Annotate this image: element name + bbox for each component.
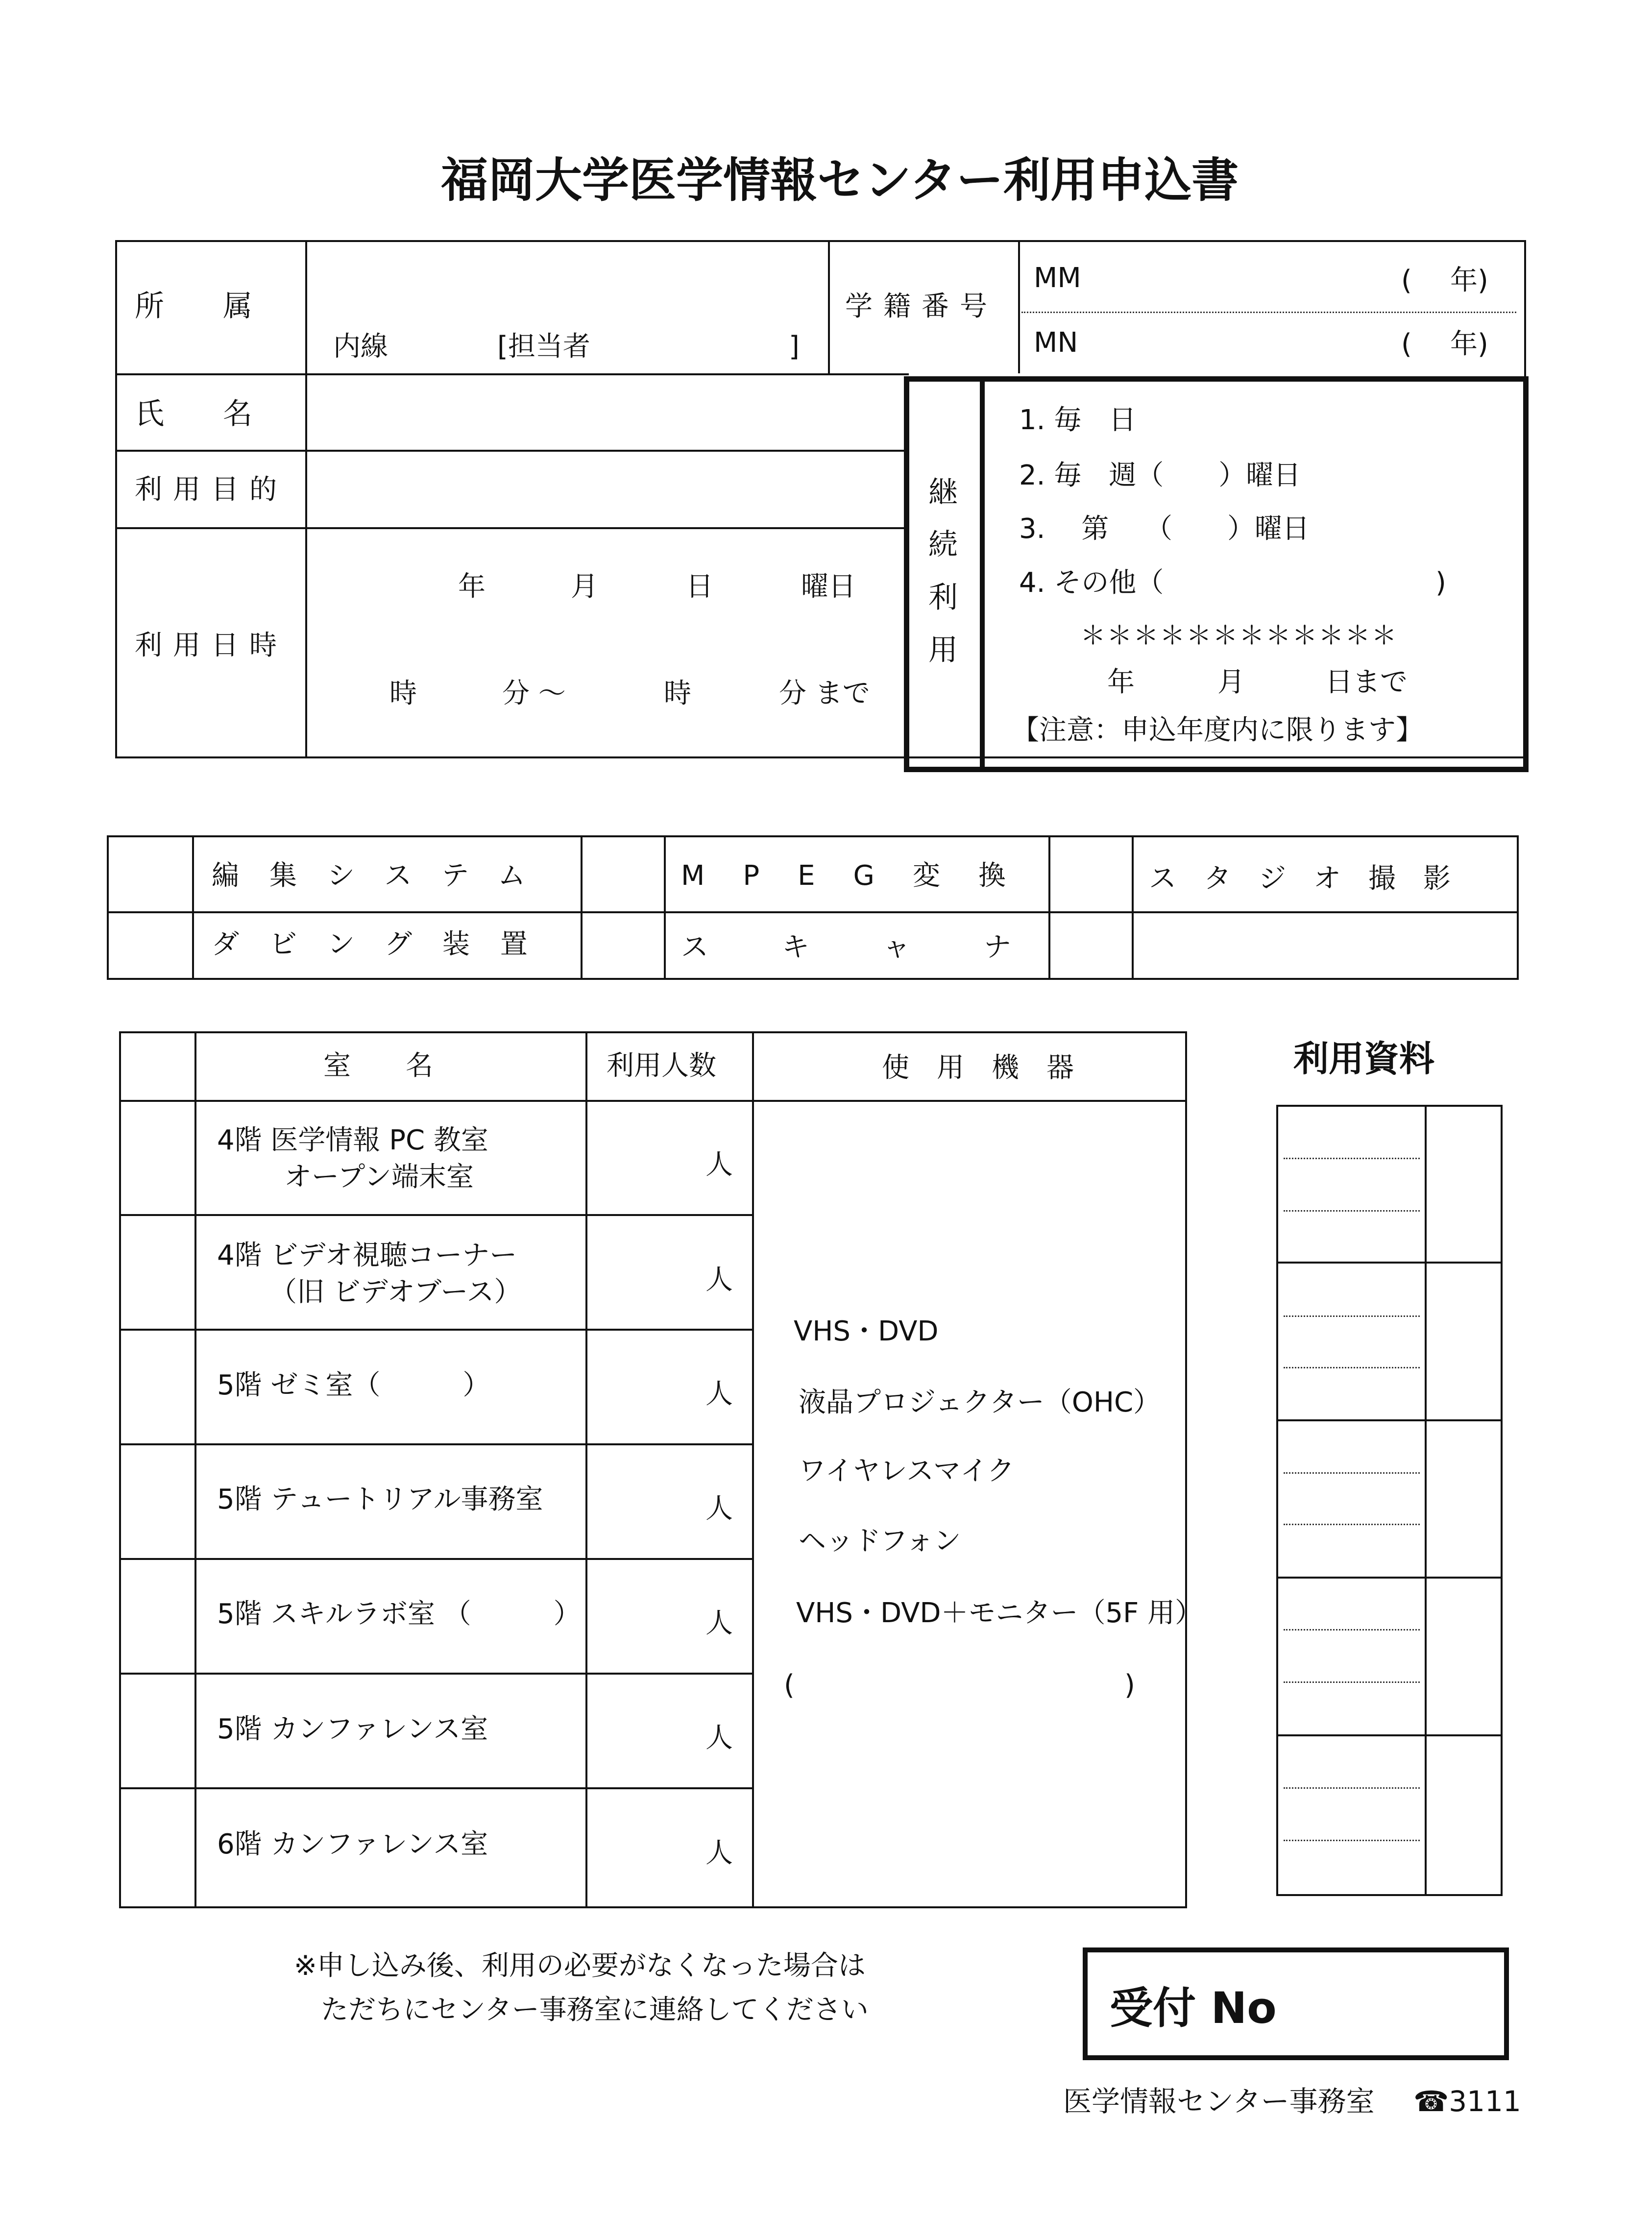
room-checkbox-conference-6f[interactable] [122, 1791, 191, 1904]
people-count-row-1[interactable] [593, 1142, 703, 1182]
room-row-5-name: 5階 スキルラボ室 （ ） [217, 1598, 581, 1630]
device-wireless-mic[interactable]: ワイヤレスマイク [799, 1455, 1015, 1487]
option-weekly[interactable]: 2. 毎 週（ ）曜日 [1019, 460, 1301, 491]
device-other-close: ) [1124, 1669, 1135, 1701]
room-row-3-name: 5階 ゼミ室（ ） [217, 1369, 490, 1401]
continuous-use-label-4: 用 [928, 633, 958, 667]
divider [1276, 1577, 1503, 1579]
divider [305, 240, 307, 758]
office-phone: ☎3111 [1413, 2085, 1521, 2118]
mn-label: MN [1034, 327, 1078, 359]
people-unit-row-4: 人 [705, 1493, 733, 1525]
room-row-1-name: 4階 医学情報 PC 教室 [217, 1124, 488, 1156]
divider [119, 1673, 753, 1675]
materials-dotted-line [1284, 1472, 1420, 1474]
continuous-use-label-1: 継 [928, 475, 958, 510]
materials-dotted-line [1284, 1681, 1420, 1683]
people-count-row-4[interactable] [593, 1485, 703, 1526]
mm-year-close: 年) [1450, 265, 1488, 296]
mn-year-open: ( [1401, 328, 1412, 360]
device-projector[interactable]: 液晶プロジェクター（OHC） [799, 1387, 1161, 1418]
rooms-header-room-name: 室 名 [323, 1050, 433, 1082]
receipt-number-label: 受付 No [1110, 1983, 1277, 2033]
purpose-field[interactable] [318, 459, 894, 518]
materials-title: 利用資料 [1293, 1038, 1435, 1079]
divider [752, 1031, 754, 1908]
divider [1425, 1105, 1427, 1896]
people-count-row-2[interactable] [593, 1256, 703, 1296]
receipt-number-field[interactable] [1274, 1974, 1491, 2034]
mm-year-open: ( [1401, 265, 1412, 296]
room-checkbox-skills-lab[interactable] [122, 1562, 191, 1670]
people-count-row-5[interactable] [593, 1600, 703, 1640]
people-count-row-7[interactable] [593, 1829, 703, 1870]
equipment-dubbing-device: ダビング装置 [212, 928, 558, 960]
date-unit-month: 月 [571, 571, 598, 603]
divider [119, 1558, 753, 1560]
people-unit-row-6: 人 [705, 1722, 733, 1754]
divider [1132, 835, 1134, 980]
equipment-scanner: スキャナ [681, 931, 1085, 963]
date-unit-day: 日 [686, 571, 713, 603]
divider [194, 1031, 196, 1908]
materials-dotted-line [1284, 1629, 1420, 1631]
rooms-header-people: 利用人数 [607, 1050, 716, 1082]
people-unit-row-2: 人 [705, 1264, 733, 1296]
room-row-7-name: 6階 カンファレンス室 [217, 1828, 488, 1860]
option-other-close: ) [1435, 567, 1446, 599]
materials-dotted-line [1284, 1210, 1420, 1212]
room-checkbox-video-corner[interactable] [122, 1218, 191, 1326]
room-row-6-name: 5階 カンファレンス室 [217, 1713, 488, 1745]
continuous-separator-stars: ＊＊＊＊＊＊＊＊＊＊＊＊ [1080, 621, 1398, 651]
people-count-row-3[interactable] [593, 1371, 703, 1411]
equipment-checkbox-editing[interactable] [110, 839, 189, 907]
mm-number-field[interactable] [1093, 259, 1388, 294]
extension-field[interactable] [407, 329, 492, 362]
divider [119, 1787, 753, 1789]
student-number-label: 学籍番号 [845, 291, 998, 322]
equipment-checkbox-mpeg[interactable] [584, 839, 660, 907]
divider [581, 835, 583, 980]
room-row-2-subname: （旧 ビデオブース） [269, 1276, 522, 1308]
materials-dotted-line [1284, 1787, 1420, 1789]
rooms-header-equipment: 使 用 機 器 [882, 1052, 1074, 1084]
divider [1018, 240, 1020, 373]
equipment-editing-system: 編集システム [212, 860, 556, 892]
divider [1276, 1419, 1503, 1421]
people-unit-row-7: 人 [705, 1837, 733, 1869]
room-row-1-subname: オープン端末室 [284, 1161, 474, 1193]
until-day: 日まで [1325, 666, 1408, 698]
divider [1021, 312, 1516, 313]
name-label: 氏 名 [135, 397, 252, 431]
device-other-field[interactable] [808, 1666, 1114, 1706]
option-other[interactable]: 4. その他（ [1019, 567, 1164, 599]
mn-number-field[interactable] [1093, 323, 1388, 359]
equipment-checkbox-dubbing[interactable] [110, 915, 189, 976]
until-year: 年 [1107, 666, 1135, 698]
date-unit-year: 年 [458, 571, 486, 603]
continuous-use-label-2: 続 [928, 528, 958, 562]
room-checkbox-tutorial[interactable] [122, 1447, 191, 1555]
divider [115, 527, 909, 529]
device-other-open: ( [784, 1669, 795, 1701]
page-title: 福岡大学医学情報センター利用申込書 [441, 153, 1239, 208]
people-unit-row-3: 人 [705, 1378, 733, 1410]
cancellation-notice-line1: ※申し込み後、利用の必要がなくなった場合は [294, 1950, 866, 1982]
materials-dotted-line [1284, 1367, 1420, 1368]
divider [107, 911, 1519, 913]
divider [192, 835, 194, 980]
time-unit-minute-end: 分 まで [779, 678, 870, 709]
continuous-use-label-3: 利 [928, 581, 958, 615]
people-unit-row-1: 人 [705, 1149, 733, 1181]
room-checkbox-pc-classroom[interactable] [122, 1103, 191, 1211]
purpose-label: 利用目的 [135, 474, 288, 506]
continuous-use-frame [904, 376, 1529, 772]
equipment-studio-shooting: スタジオ撮影 [1149, 863, 1478, 895]
room-row-2-name: 4階 ビデオ視聴コーナー [217, 1240, 517, 1271]
affiliation-field[interactable] [318, 250, 820, 310]
divider [119, 1443, 753, 1445]
divider [119, 1100, 1187, 1102]
person-in-charge-label: [担当者 [497, 331, 590, 363]
divider [119, 1329, 753, 1331]
room-row-4-name: 5階 テュートリアル事務室 [217, 1484, 543, 1515]
date-unit-weekday: 曜日 [801, 571, 856, 603]
divider [664, 835, 666, 980]
person-in-charge-field[interactable] [612, 329, 786, 362]
divider [1276, 1734, 1503, 1736]
continuous-use-divider [980, 376, 985, 772]
until-month: 月 [1217, 666, 1245, 698]
mn-year-close: 年) [1450, 328, 1488, 360]
divider [119, 1214, 753, 1216]
materials-dotted-line [1284, 1840, 1420, 1841]
device-vhs-dvd-monitor[interactable]: VHS・DVD＋モニター（5F 用） [796, 1597, 1203, 1629]
office-name: 医学情報センター事務室 [1063, 2085, 1375, 2118]
materials-dotted-line [1284, 1158, 1420, 1159]
person-in-charge-bracket: ] [789, 331, 800, 363]
divider [585, 1031, 587, 1908]
affiliation-label: 所 属 [135, 289, 252, 323]
divider [115, 450, 909, 452]
materials-table-frame [1276, 1105, 1503, 1896]
people-count-row-6[interactable] [593, 1715, 703, 1755]
mm-label: MM [1034, 262, 1081, 294]
datetime-label: 利用日時 [135, 630, 288, 661]
people-unit-row-5: 人 [705, 1607, 733, 1639]
cancellation-notice-line2: ただちにセンター事務室に連絡してください [321, 1994, 869, 2026]
divider [828, 240, 830, 373]
option-daily[interactable]: 1. 毎 日 [1019, 404, 1137, 436]
option-nth-week[interactable]: 3. 第 （ ）曜日 [1019, 513, 1310, 545]
materials-dotted-line [1284, 1315, 1420, 1317]
time-unit-hour-start: 時 [389, 678, 417, 709]
device-headphones[interactable]: ヘッドフォン [799, 1525, 961, 1557]
equipment-mpeg-conversion: MPEG変換 [681, 860, 1044, 892]
divider [115, 373, 909, 375]
name-field[interactable] [318, 382, 894, 442]
continuous-note: 【注意：申込年度内に限ります】 [1012, 714, 1423, 746]
time-unit-minute-start: 分 ～ [502, 678, 566, 709]
device-vhs-dvd[interactable]: VHS・DVD [794, 1315, 939, 1347]
divider [1276, 1262, 1503, 1264]
room-checkbox-conference-5f[interactable] [122, 1677, 191, 1784]
equipment-checkbox-studio[interactable] [1052, 839, 1128, 907]
time-unit-hour-end: 時 [664, 678, 691, 709]
room-checkbox-seminar[interactable] [122, 1333, 191, 1440]
extension-label: 内線 [333, 331, 388, 363]
equipment-checkbox-scanner[interactable] [584, 915, 660, 976]
materials-dotted-line [1284, 1524, 1420, 1525]
